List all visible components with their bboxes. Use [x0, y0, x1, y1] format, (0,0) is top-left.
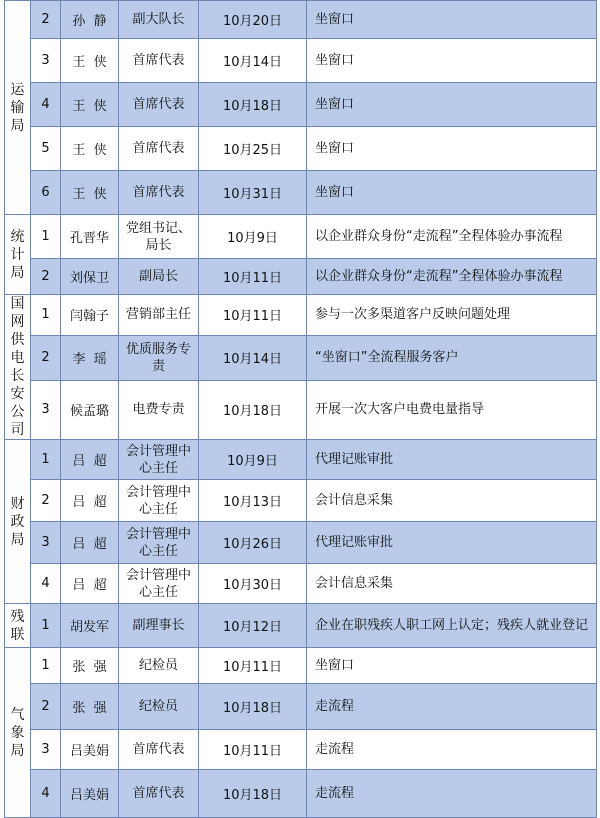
department-name: 运 输 局 [10, 81, 25, 134]
position-title: 首席代表 [119, 770, 199, 818]
row-number: 6 [31, 171, 61, 215]
person-name: 胡发军 [61, 604, 119, 648]
task-description: 坐窗口 [307, 83, 597, 127]
position-title: 营销部主任 [119, 295, 199, 336]
row-number: 3 [31, 39, 61, 83]
task-description: 坐窗口 [307, 39, 597, 83]
schedule-table-body [5, 1, 597, 818]
task-description: 开展一次大客户电费电量指导 [307, 380, 597, 439]
position-title: 电费专责 [119, 380, 199, 439]
person-name: 吕美娟 [61, 730, 119, 770]
row-number: 2 [31, 335, 61, 380]
task-description: 代理记账审批 [307, 522, 597, 564]
table-row [5, 39, 597, 83]
person-name: 孔晋华 [61, 215, 119, 259]
visit-date: 10月9日 [199, 440, 307, 480]
task-description: 坐窗口 [307, 171, 597, 215]
department-cell [5, 440, 31, 604]
table-row [5, 215, 597, 259]
visit-date: 10月12日 [199, 604, 307, 648]
row-number: 4 [31, 564, 61, 604]
task-description: 走流程 [307, 684, 597, 730]
position-title: 首席代表 [119, 83, 199, 127]
person-name: 王 侠 [61, 39, 119, 83]
row-number: 1 [31, 215, 61, 259]
table-row [5, 522, 597, 564]
table-row [5, 684, 597, 730]
row-number: 2 [31, 1, 61, 39]
position-title: 副理事长 [119, 604, 199, 648]
department-name: 统 计 局 [10, 228, 25, 281]
visit-date: 10月14日 [199, 39, 307, 83]
task-description: 走流程 [307, 730, 597, 770]
table-row [5, 440, 597, 480]
visit-date: 10月30日 [199, 564, 307, 604]
person-name: 吕 超 [61, 480, 119, 522]
position-title: 纪检员 [119, 684, 199, 730]
visit-date: 10月18日 [199, 770, 307, 818]
person-name: 吕 超 [61, 522, 119, 564]
position-title: 副局长 [119, 259, 199, 295]
department-name: 国 网 供 电 长 安 公 司 [10, 296, 25, 438]
row-number: 4 [31, 83, 61, 127]
visit-date: 10月14日 [199, 335, 307, 380]
visit-date: 10月11日 [199, 648, 307, 684]
department-name: 财 政 局 [10, 495, 25, 548]
table-row [5, 335, 597, 380]
table-row [5, 295, 597, 336]
department-cell [5, 295, 31, 440]
task-description: 以企业群众身份“走流程”全程体验办事流程 [307, 215, 597, 259]
task-description: 以企业群众身份“走流程”全程体验办事流程 [307, 259, 597, 295]
table-row [5, 83, 597, 127]
row-number: 1 [31, 295, 61, 336]
table-row [5, 480, 597, 522]
visit-date: 10月20日 [199, 1, 307, 39]
task-description: 会计信息采集 [307, 480, 597, 522]
position-title: 会计管理中心主任 [119, 564, 199, 604]
person-name: 闫翰子 [61, 295, 119, 336]
visit-date: 10月26日 [199, 522, 307, 564]
task-description: 坐窗口 [307, 648, 597, 684]
person-name: 吕 超 [61, 440, 119, 480]
row-number: 2 [31, 259, 61, 295]
table-row [5, 648, 597, 684]
row-number: 4 [31, 770, 61, 818]
table-row [5, 604, 597, 648]
department-cell [5, 648, 31, 818]
person-name: 吕 超 [61, 564, 119, 604]
position-title: 优质服务专责 [119, 335, 199, 380]
position-title: 首席代表 [119, 39, 199, 83]
position-title: 纪检员 [119, 648, 199, 684]
row-number: 1 [31, 604, 61, 648]
person-name: 刘保卫 [61, 259, 119, 295]
position-title: 首席代表 [119, 171, 199, 215]
row-number: 1 [31, 440, 61, 480]
row-number: 5 [31, 127, 61, 171]
person-name: 李 瑶 [61, 335, 119, 380]
person-name: 孙 静 [61, 1, 119, 39]
table-row [5, 380, 597, 439]
position-title: 会计管理中心主任 [119, 522, 199, 564]
department-cell [5, 1, 31, 215]
department-name: 残 联 [10, 608, 25, 643]
table-row [5, 730, 597, 770]
task-description: 坐窗口 [307, 1, 597, 39]
row-number: 3 [31, 730, 61, 770]
task-description: 企业在职残疾人职工网上认定；残疾人就业登记 [307, 604, 597, 648]
position-title: 会计管理中心主任 [119, 440, 199, 480]
visit-date: 10月25日 [199, 127, 307, 171]
table-row [5, 127, 597, 171]
department-cell [5, 215, 31, 295]
task-description: 参与一次多渠道客户反映问题处理 [307, 295, 597, 336]
visit-date: 10月18日 [199, 83, 307, 127]
person-name: 张 强 [61, 648, 119, 684]
row-number: 3 [31, 522, 61, 564]
position-title: 首席代表 [119, 730, 199, 770]
person-name: 王 侠 [61, 83, 119, 127]
table-row [5, 171, 597, 215]
row-number: 2 [31, 480, 61, 522]
table-row [5, 1, 597, 39]
position-title: 首席代表 [119, 127, 199, 171]
row-number: 3 [31, 380, 61, 439]
visit-date: 10月13日 [199, 480, 307, 522]
task-description: 坐窗口 [307, 127, 597, 171]
table-row [5, 259, 597, 295]
position-title: 会计管理中心主任 [119, 480, 199, 522]
department-cell [5, 604, 31, 648]
task-description: 会计信息采集 [307, 564, 597, 604]
visit-date: 10月11日 [199, 259, 307, 295]
table-row [5, 564, 597, 604]
visit-date: 10月11日 [199, 295, 307, 336]
task-description: 代理记账审批 [307, 440, 597, 480]
visit-date: 10月18日 [199, 684, 307, 730]
schedule-table [4, 0, 597, 818]
position-title: 党组书记、局长 [119, 215, 199, 259]
row-number: 1 [31, 648, 61, 684]
task-description: “坐窗口”全流程服务客户 [307, 335, 597, 380]
visit-date: 10月31日 [199, 171, 307, 215]
person-name: 张 强 [61, 684, 119, 730]
person-name: 王 侠 [61, 127, 119, 171]
visit-date: 10月18日 [199, 380, 307, 439]
row-number: 2 [31, 684, 61, 730]
person-name: 王 侠 [61, 171, 119, 215]
task-description: 走流程 [307, 770, 597, 818]
table-row [5, 770, 597, 818]
person-name: 吕美娟 [61, 770, 119, 818]
position-title: 副大队长 [119, 1, 199, 39]
department-name: 气 象 局 [10, 706, 25, 759]
visit-date: 10月9日 [199, 215, 307, 259]
person-name: 候孟璐 [61, 380, 119, 439]
visit-date: 10月11日 [199, 730, 307, 770]
